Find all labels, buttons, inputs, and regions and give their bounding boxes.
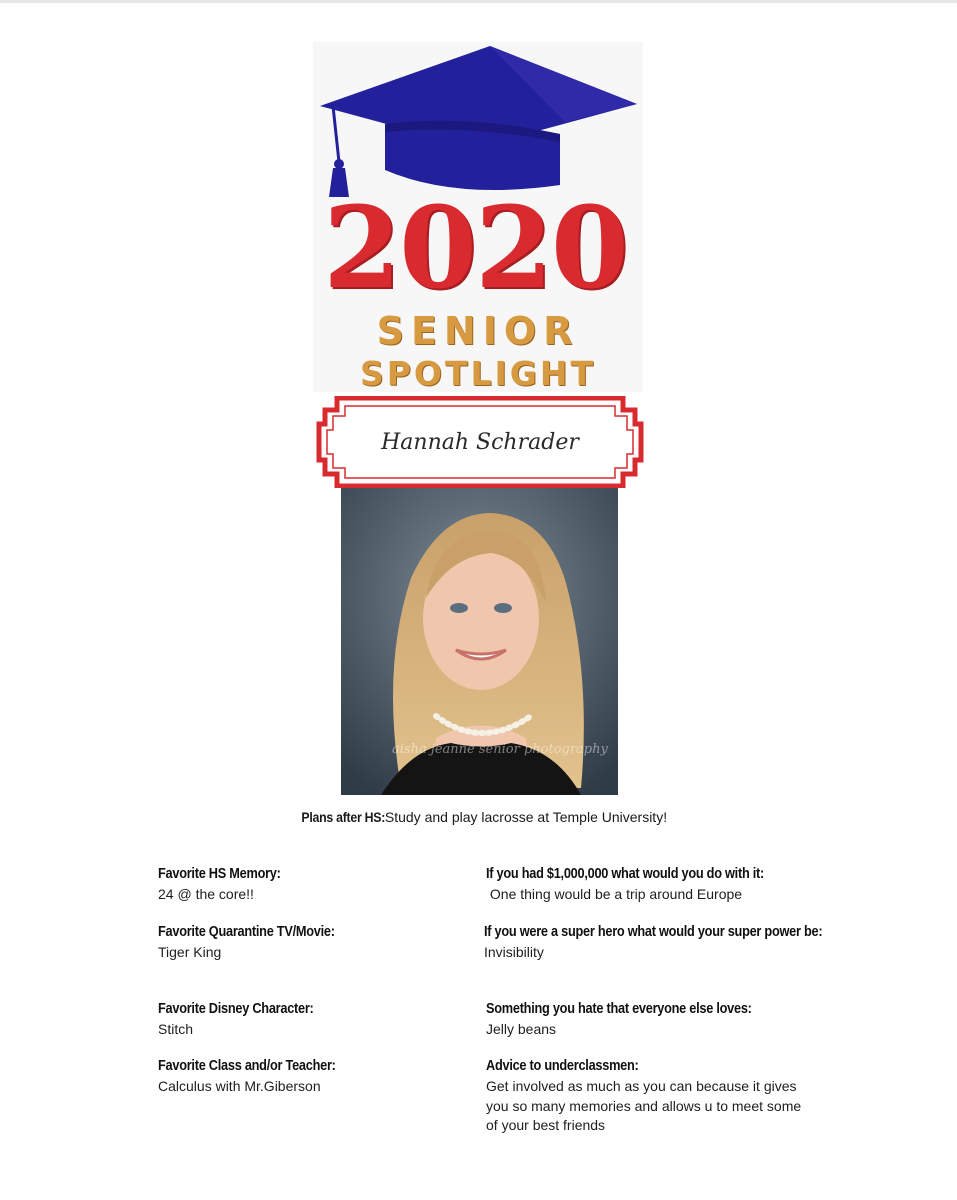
- answer-quarantine-tv: Tiger King: [158, 944, 222, 960]
- question-advice: Advice to underclassmen:: [486, 1058, 639, 1074]
- plans-value: Study and play lacrosse at Temple University!: [384, 809, 668, 825]
- photographer-watermark: aisha jeanne senior photography: [392, 742, 608, 757]
- student-name: Hannah Schrader: [381, 430, 579, 455]
- answer-advice-line-2: you so many memories and allows u to meet some: [486, 1098, 802, 1114]
- answer-advice-line-1: Get involved as much as you can because it gives: [486, 1078, 797, 1094]
- answer-advice-line-3: of your best friends: [486, 1117, 606, 1133]
- question-disney-character: Favorite Disney Character:: [158, 1001, 314, 1017]
- question-hate-everyone-loves: Something you hate that everyone else loves:: [486, 1001, 752, 1017]
- answer-super-power: Invisibility: [484, 944, 544, 960]
- question-million-dollars: If you had $1,000,000 what would you do with it:: [486, 866, 765, 882]
- answer-disney-character: Stitch: [158, 1021, 194, 1037]
- answer-hs-memory: 24 @ the core!!: [158, 886, 254, 902]
- answer-hate-everyone-loves: Jelly beans: [486, 1021, 557, 1037]
- plans-label: Plans after HS:: [301, 809, 385, 825]
- plans-after-hs: [0, 806, 957, 828]
- top-rule: [0, 0, 957, 3]
- spotlight-heading: SPOTLIGHT: [359, 354, 597, 393]
- question-favorite-class: Favorite Class and/or Teacher:: [158, 1058, 336, 1074]
- answer-million-dollars: One thing would be a trip around Europe: [486, 886, 743, 902]
- question-hs-memory: Favorite HS Memory:: [158, 866, 281, 882]
- year-heading: 2020: [323, 183, 627, 314]
- senior-heading: SENIOR: [376, 309, 580, 353]
- question-super-power: If you were a super hero what would your super power be:: [484, 924, 823, 940]
- answer-favorite-class: Calculus with Mr.Giberson: [158, 1078, 321, 1094]
- question-quarantine-tv: Favorite Quarantine TV/Movie:: [158, 924, 335, 940]
